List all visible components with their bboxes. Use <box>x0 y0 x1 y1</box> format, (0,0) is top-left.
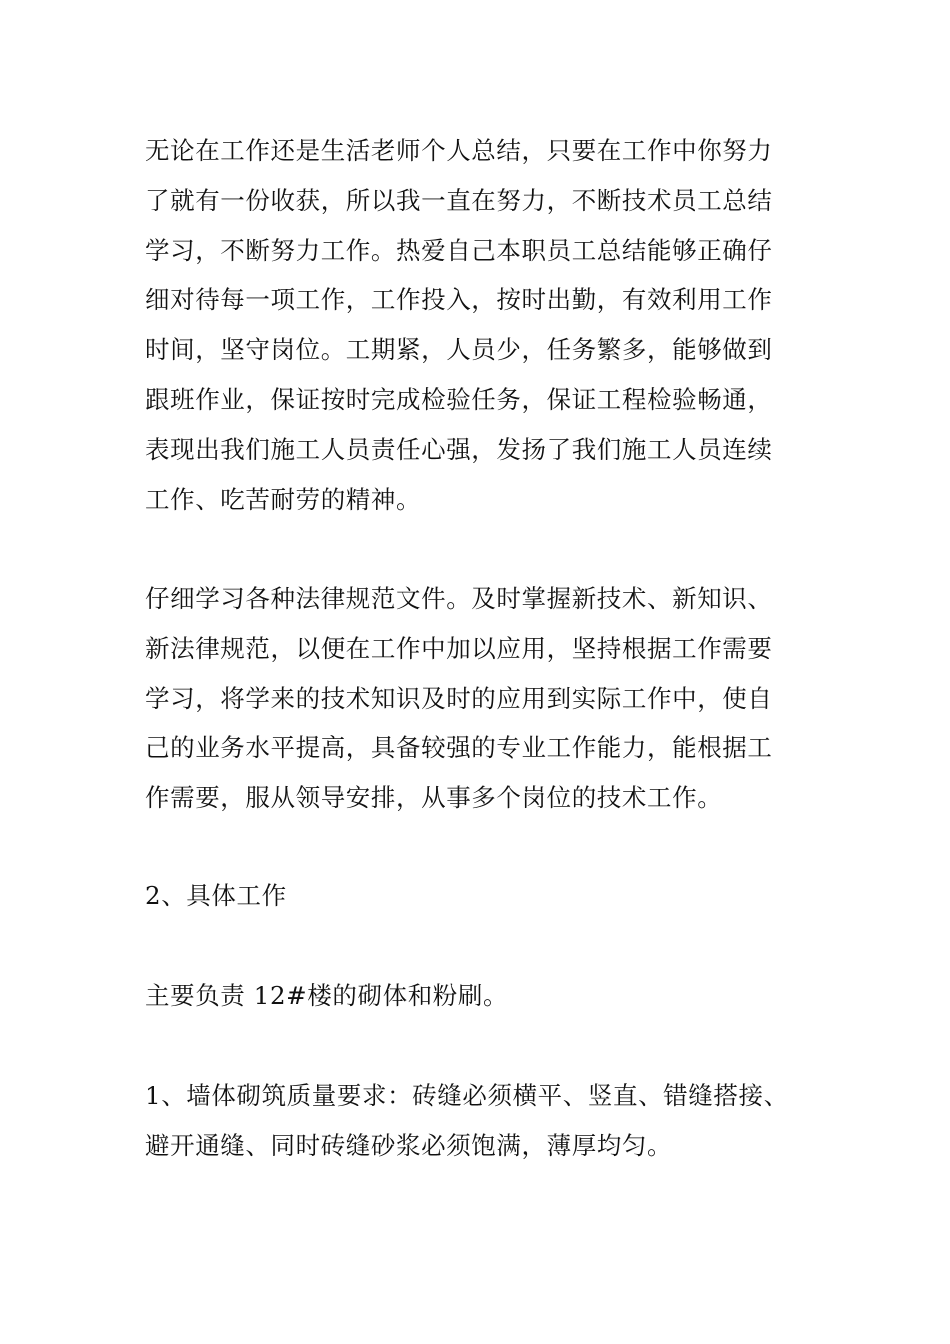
text-line: 作需要，服从领导安排，从事多个岗位的技术工作。 <box>145 783 723 813</box>
text-line: 表现出我们施工人员责任心强，发扬了我们施工人员连续 <box>145 434 773 464</box>
text-line: 学习，不断努力工作。热爱自己本职员工总结能够正确仔 <box>145 235 773 265</box>
section-heading-specific-work <box>145 871 815 921</box>
text-line: 了就有一份收获，所以我一直在努力，不断技术员工总结 <box>145 185 773 215</box>
text-line: 跟班作业，保证按时完成检验任务，保证工程检验畅通， <box>145 384 773 414</box>
text-line: 避开通缝、同时砖缝砂浆必须饱满，薄厚均匀。 <box>145 1130 673 1160</box>
text-line: 主要负责 12#楼的砌体和粉刷。 <box>145 981 509 1010</box>
text-line: 己的业务水平提高，具备较强的专业工作能力，能根据工 <box>145 733 773 763</box>
paragraph-work-attitude <box>145 126 815 524</box>
text-line: 新法律规范，以便在工作中加以应用，坚持根据工作需要 <box>145 633 773 663</box>
text-line: 无论在工作还是生活老师个人总结，只要在工作中你努力 <box>145 136 773 165</box>
text-line: 仔细学习各种法律规范文件。及时掌握新技术、新知识、 <box>145 584 773 613</box>
paragraph-main-responsibility <box>145 971 815 1021</box>
text-line: 2、具体工作 <box>145 881 287 910</box>
paragraph-study-regulations <box>145 574 815 823</box>
text-line: 学习，将学来的技术知识及时的应用到实际工作中，使自 <box>145 683 773 713</box>
paragraph-masonry-requirements <box>145 1071 815 1171</box>
text-line: 1、墙体砌筑质量要求：砖缝必须横平、竖直、错缝搭接、 <box>145 1081 789 1110</box>
text-line: 时间，坚守岗位。工期紧，人员少，任务繁多，能够做到 <box>145 335 773 365</box>
text-line: 工作、吃苦耐劳的精神。 <box>145 484 422 514</box>
text-line: 细对待每一项工作，工作投入，按时出勤，有效利用工作 <box>145 285 773 315</box>
